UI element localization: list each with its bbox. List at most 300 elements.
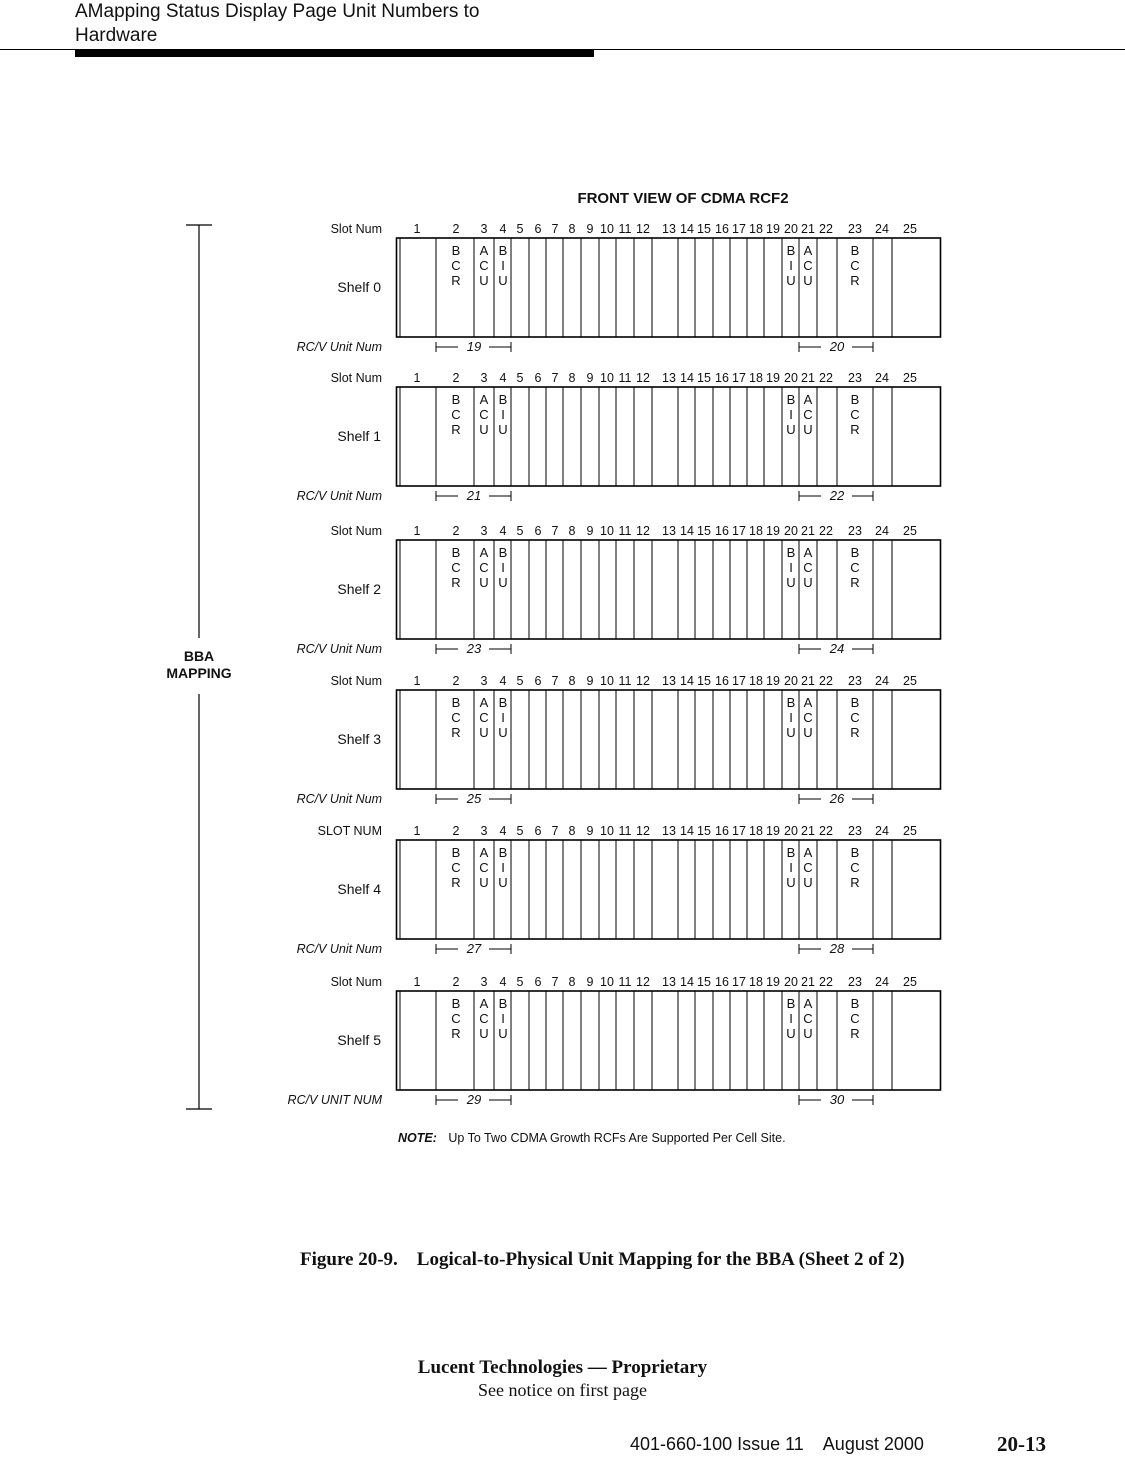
slot-number: 16 [715, 524, 729, 538]
slot-number: 20 [784, 371, 798, 385]
slot-number: 23 [848, 975, 862, 989]
slot-number: 13 [662, 524, 676, 538]
shelf-name: Shelf 0 [337, 279, 381, 295]
header-title-line1: AMapping Status Display Page Unit Numbers to [75, 1, 480, 22]
shelf-name: Shelf 5 [337, 1032, 381, 1048]
header-title-line2: Hardware [75, 25, 158, 46]
slot-number: 13 [662, 371, 676, 385]
unit-num-label: RC/V Unit Num [296, 792, 382, 806]
bba-label: BBA [183, 648, 215, 664]
card-letter: C [451, 860, 461, 875]
slot-number: 25 [903, 824, 917, 838]
slot-number: 23 [848, 222, 862, 236]
card-letter: I [501, 1011, 505, 1026]
slot-number: 24 [875, 371, 889, 385]
card-letter: C [479, 1011, 489, 1026]
unit-number: 29 [466, 1092, 482, 1107]
slot-number: 17 [732, 975, 746, 989]
slot-number: 20 [784, 975, 798, 989]
card-letter: U [498, 875, 508, 890]
slot-num-label: SLOT NUM [317, 824, 382, 838]
shelf-4 [297, 824, 941, 956]
shelves-group [288, 222, 941, 1107]
slot-number: 4 [499, 371, 507, 385]
card-letter: I [789, 258, 793, 273]
unit-number: 22 [829, 488, 845, 503]
slot-number: 6 [534, 674, 542, 688]
card-letter: I [789, 407, 793, 422]
slot-num-label: Slot Num [330, 222, 382, 236]
card-letter: C [451, 258, 461, 273]
slot-number: 3 [480, 222, 488, 236]
card-letter: U [479, 1026, 489, 1041]
slot-number: 18 [749, 371, 763, 385]
card-letter: C [850, 860, 860, 875]
slot-number: 8 [568, 975, 576, 989]
card-letter: C [850, 710, 860, 725]
unit-num-label: RC/V UNIT NUM [287, 1093, 382, 1107]
slot-number: 19 [766, 674, 780, 688]
slot-number: 8 [568, 824, 576, 838]
card-letter: C [803, 1011, 813, 1026]
card-letter: B [786, 695, 796, 710]
card-letter: C [451, 710, 461, 725]
card-letter: B [451, 392, 461, 407]
slot-number: 21 [801, 371, 815, 385]
slot-number: 20 [784, 674, 798, 688]
card-letter: R [451, 875, 461, 890]
slot-number: 5 [516, 371, 524, 385]
slot-num-label: Slot Num [330, 975, 382, 989]
slot-number: 24 [875, 824, 889, 838]
slot-number: 9 [586, 371, 594, 385]
slot-number: 20 [784, 222, 798, 236]
card-letter: A [803, 996, 813, 1011]
slot-number: 4 [499, 222, 507, 236]
slot-number: 22 [819, 824, 833, 838]
slot-number: 15 [697, 524, 711, 538]
slot-number: 14 [680, 975, 694, 989]
slot-number: 22 [819, 524, 833, 538]
slot-number: 12 [636, 674, 650, 688]
card-letter: A [479, 695, 489, 710]
card-letter: C [451, 560, 461, 575]
slot-number: 13 [662, 824, 676, 838]
card-letter: C [803, 258, 813, 273]
slot-number: 23 [848, 524, 862, 538]
slot-number: 2 [452, 524, 460, 538]
slot-number: 8 [568, 371, 576, 385]
card-letter: B [498, 845, 508, 860]
slot-number: 5 [516, 222, 524, 236]
slot-number: 4 [499, 824, 507, 838]
slot-number: 1 [413, 524, 421, 538]
slot-number: 8 [568, 524, 576, 538]
slot-number: 6 [534, 524, 542, 538]
slot-number: 12 [636, 975, 650, 989]
card-letter: B [498, 996, 508, 1011]
slot-number: 3 [480, 824, 488, 838]
card-letter: R [451, 725, 461, 740]
unit-number: 25 [466, 791, 482, 806]
card-letter: I [501, 860, 505, 875]
slot-number: 21 [801, 524, 815, 538]
slot-number: 1 [413, 674, 421, 688]
card-letter: C [803, 560, 813, 575]
card-letter: A [479, 845, 489, 860]
diagram-title: FRONT VIEW OF CDMA RCF2 [577, 190, 789, 207]
shelf-name: Shelf 2 [337, 581, 381, 597]
slot-number: 1 [413, 824, 421, 838]
card-letter: U [479, 875, 489, 890]
card-letter: I [501, 258, 505, 273]
card-letter: C [850, 560, 860, 575]
slot-number: 17 [732, 824, 746, 838]
slot-number: 23 [848, 674, 862, 688]
card-letter: B [451, 695, 461, 710]
card-letter: B [786, 845, 796, 860]
slot-number: 24 [875, 524, 889, 538]
card-letter: U [786, 422, 796, 437]
card-letter: R [451, 422, 461, 437]
card-letter: B [451, 243, 461, 258]
card-letter: R [451, 1026, 461, 1041]
page-number: 20-13 [997, 1432, 1046, 1456]
slot-number: 19 [766, 371, 780, 385]
unit-number: 27 [466, 941, 482, 956]
slot-number: 4 [499, 975, 507, 989]
slot-number: 14 [680, 371, 694, 385]
slot-number: 15 [697, 674, 711, 688]
slot-number: 21 [801, 674, 815, 688]
card-letter: A [803, 545, 813, 560]
slot-number: 19 [766, 975, 780, 989]
slot-num-label: Slot Num [330, 371, 382, 385]
card-letter: B [850, 845, 860, 860]
card-letter: U [786, 1026, 796, 1041]
slot-number: 13 [662, 222, 676, 236]
card-letter: B [498, 695, 508, 710]
slot-number: 22 [819, 371, 833, 385]
card-letter: R [850, 875, 860, 890]
slot-num-label: Slot Num [330, 524, 382, 538]
card-letter: B [786, 996, 796, 1011]
slot-number: 1 [413, 371, 421, 385]
figure-caption: Figure 20-9. Logical-to-Physical Unit Mapping for the BBA (Sheet 2 of 2) [300, 1249, 905, 1270]
slot-number: 14 [680, 524, 694, 538]
slot-number: 15 [697, 824, 711, 838]
slot-number: 10 [600, 824, 614, 838]
card-letter: C [479, 710, 489, 725]
card-letter: U [479, 575, 489, 590]
unit-num-label: RC/V Unit Num [296, 489, 382, 503]
slot-number: 20 [784, 824, 798, 838]
card-letter: A [479, 545, 489, 560]
card-letter: U [803, 422, 813, 437]
slot-number: 5 [516, 524, 524, 538]
card-letter: C [451, 1011, 461, 1026]
slot-number: 9 [586, 975, 594, 989]
card-letter: B [498, 243, 508, 258]
slot-number: 21 [801, 975, 815, 989]
slot-number: 18 [749, 524, 763, 538]
card-letter: A [803, 845, 813, 860]
slot-number: 12 [636, 524, 650, 538]
slot-number: 3 [480, 524, 488, 538]
shelf-3 [297, 674, 941, 806]
shelf-name: Shelf 4 [337, 881, 381, 897]
unit-number: 23 [466, 641, 482, 656]
card-letter: U [803, 1026, 813, 1041]
slot-number: 2 [452, 975, 460, 989]
card-letter: U [498, 1026, 508, 1041]
slot-number: 1 [413, 222, 421, 236]
slot-number: 4 [499, 524, 507, 538]
slot-number: 14 [680, 222, 694, 236]
card-letter: A [479, 243, 489, 258]
card-letter: R [850, 1026, 860, 1041]
card-letter: B [850, 695, 860, 710]
card-letter: C [479, 560, 489, 575]
shelf-name: Shelf 3 [337, 731, 381, 747]
slot-number: 2 [452, 222, 460, 236]
card-letter: R [850, 725, 860, 740]
slot-number: 19 [766, 824, 780, 838]
card-letter: U [803, 273, 813, 288]
slot-number: 11 [618, 824, 632, 838]
slot-number: 2 [452, 674, 460, 688]
shelf-1 [297, 371, 941, 503]
card-letter: B [850, 996, 860, 1011]
slot-number: 25 [903, 222, 917, 236]
slot-number: 16 [715, 674, 729, 688]
shelf-2 [297, 524, 941, 656]
card-letter: B [451, 545, 461, 560]
slot-number: 14 [680, 824, 694, 838]
slot-number: 17 [732, 674, 746, 688]
card-letter: B [786, 392, 796, 407]
card-letter: I [501, 560, 505, 575]
slot-number: 6 [534, 975, 542, 989]
slot-number: 25 [903, 524, 917, 538]
slot-number: 5 [516, 975, 524, 989]
slot-number: 9 [586, 674, 594, 688]
card-letter: R [850, 575, 860, 590]
slot-number: 18 [749, 674, 763, 688]
slot-number: 11 [618, 371, 632, 385]
unit-number: 19 [466, 339, 482, 354]
card-letter: U [498, 422, 508, 437]
card-letter: B [786, 243, 796, 258]
slot-number: 18 [749, 975, 763, 989]
card-letter: B [451, 996, 461, 1011]
card-letter: B [498, 392, 508, 407]
slot-number: 15 [697, 975, 711, 989]
slot-number: 10 [600, 222, 614, 236]
shelf-5 [288, 975, 941, 1107]
slot-number: 3 [480, 371, 488, 385]
card-letter: B [498, 545, 508, 560]
card-letter: A [803, 392, 813, 407]
slot-number: 21 [801, 824, 815, 838]
slot-number: 16 [715, 975, 729, 989]
slot-number: 19 [766, 524, 780, 538]
slot-number: 10 [600, 524, 614, 538]
slot-number: 11 [618, 524, 632, 538]
slot-number: 24 [875, 674, 889, 688]
slot-number: 23 [848, 824, 862, 838]
card-letter: A [479, 996, 489, 1011]
slot-number: 13 [662, 674, 676, 688]
slot-number: 23 [848, 371, 862, 385]
card-letter: B [451, 845, 461, 860]
slot-number: 17 [732, 371, 746, 385]
card-letter: U [479, 422, 489, 437]
card-letter: I [789, 1011, 793, 1026]
slot-number: 12 [636, 371, 650, 385]
slot-number: 3 [480, 674, 488, 688]
bba-mapping-bracket [166, 225, 231, 1109]
slot-number: 7 [551, 524, 559, 538]
slot-number: 7 [551, 824, 559, 838]
card-letter: B [786, 545, 796, 560]
card-letter: R [451, 575, 461, 590]
card-letter: C [451, 407, 461, 422]
slot-number: 15 [697, 222, 711, 236]
mapping-label: MAPPING [166, 665, 232, 681]
slot-number: 5 [516, 674, 524, 688]
slot-number: 11 [618, 975, 632, 989]
slot-number: 17 [732, 524, 746, 538]
slot-number: 10 [600, 371, 614, 385]
card-letter: B [850, 392, 860, 407]
slot-number: 24 [875, 975, 889, 989]
slot-number: 18 [749, 824, 763, 838]
slot-number: 7 [551, 674, 559, 688]
slot-number: 16 [715, 371, 729, 385]
slot-number: 6 [534, 222, 542, 236]
card-letter: A [803, 243, 813, 258]
unit-number: 24 [829, 641, 845, 656]
card-letter: I [789, 710, 793, 725]
card-letter: C [479, 407, 489, 422]
card-letter: U [803, 725, 813, 740]
card-letter: R [850, 422, 860, 437]
slot-number: 14 [680, 674, 694, 688]
card-letter: B [850, 545, 860, 560]
card-letter: A [479, 392, 489, 407]
slot-number: 13 [662, 975, 676, 989]
slot-number: 11 [618, 222, 632, 236]
slot-number: 11 [618, 674, 632, 688]
card-letter: U [479, 725, 489, 740]
slot-number: 6 [534, 824, 542, 838]
slot-number: 6 [534, 371, 542, 385]
card-letter: R [850, 273, 860, 288]
unit-num-label: RC/V Unit Num [296, 642, 382, 656]
slot-number: 12 [636, 824, 650, 838]
card-letter: B [850, 243, 860, 258]
slot-number: 8 [568, 674, 576, 688]
slot-number: 22 [819, 674, 833, 688]
slot-number: 22 [819, 222, 833, 236]
card-letter: U [479, 273, 489, 288]
slot-number: 8 [568, 222, 576, 236]
card-letter: C [850, 258, 860, 273]
slot-number: 20 [784, 524, 798, 538]
note-text: Up To Two CDMA Growth RCFs Are Supported Per Cell Site. [448, 1131, 786, 1145]
unit-num-label: RC/V Unit Num [296, 340, 382, 354]
slot-number: 10 [600, 975, 614, 989]
card-letter: A [803, 695, 813, 710]
card-letter: C [803, 710, 813, 725]
card-letter: U [786, 875, 796, 890]
footer-notice: See notice on first page [478, 1380, 647, 1400]
card-letter: C [479, 258, 489, 273]
slot-number: 9 [586, 824, 594, 838]
slot-number: 18 [749, 222, 763, 236]
card-letter: U [786, 575, 796, 590]
footer-docid: 401-660-100 Issue 11 August 2000 [630, 1434, 924, 1454]
note-label: NOTE: [398, 1131, 437, 1145]
slot-number: 9 [586, 524, 594, 538]
slot-number: 2 [452, 824, 460, 838]
shelf-0 [297, 222, 941, 354]
slot-number: 12 [636, 222, 650, 236]
slot-number: 4 [499, 674, 507, 688]
slot-number: 15 [697, 371, 711, 385]
slot-number: 25 [903, 674, 917, 688]
slot-number: 2 [452, 371, 460, 385]
slot-number: 17 [732, 222, 746, 236]
slot-number: 22 [819, 975, 833, 989]
slot-number: 25 [903, 371, 917, 385]
card-letter: I [789, 860, 793, 875]
card-letter: U [498, 575, 508, 590]
note [398, 1131, 786, 1145]
card-letter: U [803, 575, 813, 590]
slot-number: 7 [551, 371, 559, 385]
unit-number: 30 [829, 1092, 845, 1107]
card-letter: I [501, 407, 505, 422]
card-letter: C [479, 860, 489, 875]
unit-number: 26 [829, 791, 845, 806]
unit-number: 20 [829, 339, 845, 354]
card-letter: U [498, 725, 508, 740]
slot-number: 3 [480, 975, 488, 989]
card-letter: R [451, 273, 461, 288]
slot-number: 10 [600, 674, 614, 688]
card-letter: U [786, 725, 796, 740]
slot-number: 25 [903, 975, 917, 989]
slot-number: 5 [516, 824, 524, 838]
slot-number: 1 [413, 975, 421, 989]
card-letter: C [850, 407, 860, 422]
card-letter: I [501, 710, 505, 725]
slot-num-label: Slot Num [330, 674, 382, 688]
unit-number: 28 [829, 941, 845, 956]
card-letter: U [803, 875, 813, 890]
card-letter: U [498, 273, 508, 288]
unit-num-label: RC/V Unit Num [296, 942, 382, 956]
slot-number: 21 [801, 222, 815, 236]
slot-number: 19 [766, 222, 780, 236]
unit-number: 21 [466, 488, 482, 503]
slot-number: 16 [715, 824, 729, 838]
card-letter: C [803, 860, 813, 875]
card-letter: I [789, 560, 793, 575]
card-letter: U [786, 273, 796, 288]
